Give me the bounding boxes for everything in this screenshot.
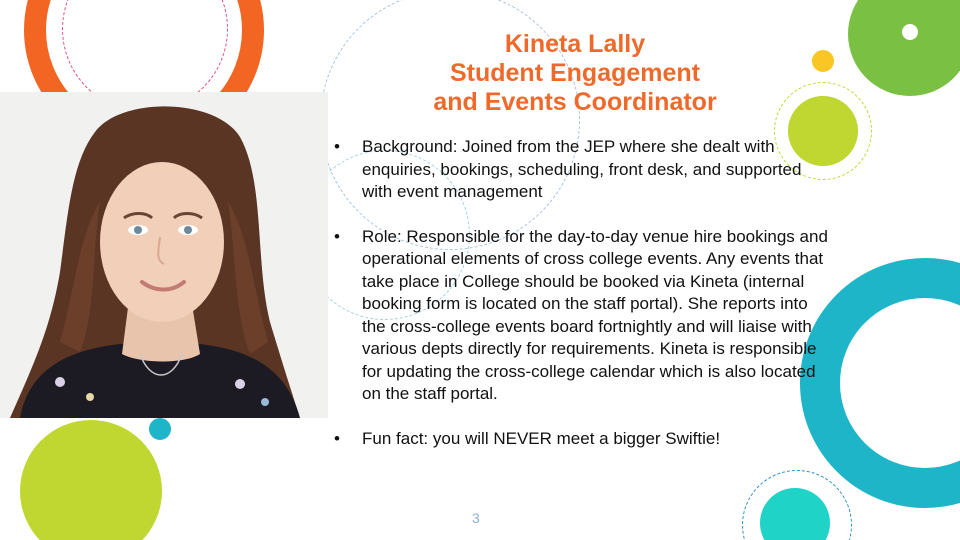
portrait-illustration [0,92,328,418]
green-circle-decoration [848,0,960,96]
bullet-background [332,136,832,204]
title-role-line-2: and Events Coordinator [433,88,717,116]
bullet-fun-fact [332,428,832,451]
white-dot-decoration [902,24,918,40]
bullet-marker: • [334,226,340,246]
page-number: 3 [472,510,480,526]
bullet-text: Role: Responsible for the day-to-day venue hire bookings and operational elements of cross college events. Any events that take place in College should be booked via Kineta (internal booking form is located on the staff portal). She reports into the cross-college events board fortnightly and will liaise with various depts directly for requirements. Kineta is responsible for updating the cross-college calendar which is also located on the staff portal. [362,226,828,403]
yellow-dot-decoration [812,50,834,72]
portrait-photo [0,92,328,418]
slide-title [380,30,770,117]
bullet-marker: • [334,428,340,448]
bullet-text: Background: Joined from the JEP where she dealt with enquiries, bookings, scheduling, front desk, and supported with event management [362,137,802,201]
bullet-text: Fun fact: you will NEVER meet a bigger Swiftie! [362,428,721,448]
bullet-list [332,136,832,472]
bullet-marker: • [334,137,340,156]
title-role-line-1: Student Engagement [449,59,700,87]
bullet-role [332,226,832,406]
title-name: Kineta Lally [504,30,646,58]
teal-small-dot-decoration [149,418,171,440]
lime-large-circle-decoration [20,420,162,540]
